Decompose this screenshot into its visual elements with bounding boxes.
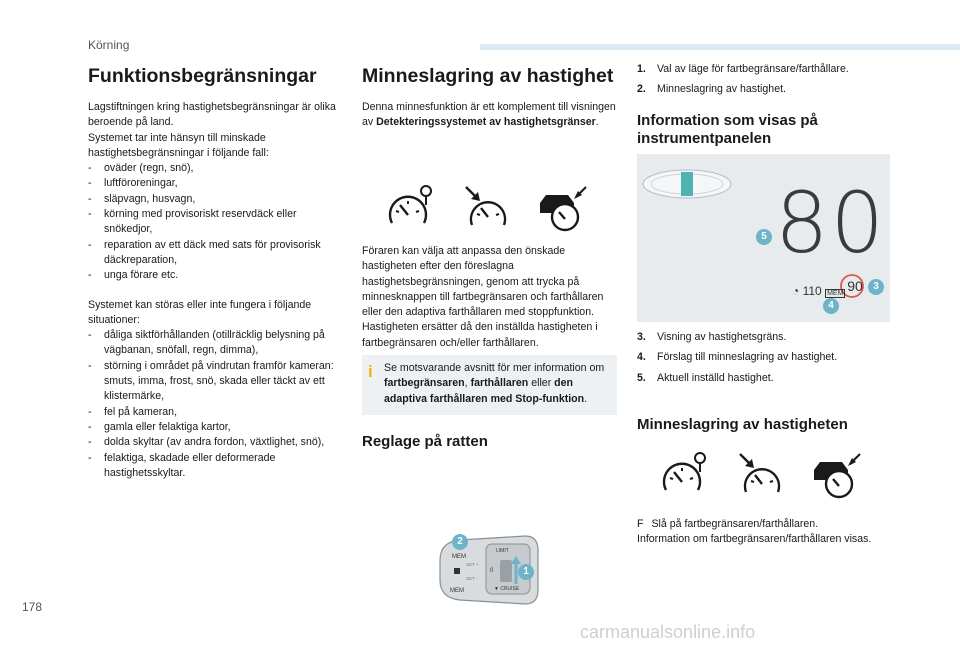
limitations-list-1 [88,161,343,283]
intro-end: . [595,116,599,129]
note-text: Se motsvarande avsnitt för mer information om [384,362,605,375]
memory-icons-row-2 [660,450,862,500]
step-text: Slå på fartbegränsaren/farthållaren. [651,518,819,530]
dashboard-info-title: Information som visas på instrumentpanelen [637,111,818,147]
current-speed: 80 [775,174,886,272]
memory-icons-row [386,183,588,233]
note-sep: , [464,377,471,390]
speed-sign-value: 90 [847,278,863,294]
item-number: 5. [637,371,646,384]
step-symbol: F [637,518,644,530]
limitations-list-2 [88,328,343,481]
section-label: Körning [88,38,130,52]
watermark: carmanualsonline.info [580,622,756,642]
list-item: - släpvagn, husvagn, [88,192,343,207]
item-number: 4. [637,351,646,364]
speed-memory-body [362,244,617,451]
car-speedometer-icon [812,450,862,500]
stalk-mem-button [454,568,460,574]
list-item: - luftföroreningar, [88,176,343,191]
dashboard-legend [637,330,897,434]
stalk-set-plus: SET + [466,562,479,567]
list-item: - fel på kameran, [88,405,343,420]
item-text: Aktuell inställd hastighet. [657,371,774,384]
list-item [637,82,897,97]
column-right [637,62,897,148]
controls-title: Reglage på ratten [362,432,488,450]
speedometer-pin-icon [660,450,710,500]
note-end: . [584,392,588,405]
intro-text: Denna minnesfunktion är ett komplement till visningen av [362,101,616,129]
page-number: 178 [22,600,43,614]
limitations-para2: Systemet kan störas eller inte fungera i följande situationer: [88,298,312,326]
speedometer-arrow-icon [736,450,786,500]
callout-5: 5 [756,229,772,245]
memory-step [637,517,897,548]
stalk-mem-top: MEM [452,554,466,560]
mem-badge: MEM [827,290,844,297]
stalk-limit: LIMIT [496,548,509,554]
limit-value: 110 [802,284,822,298]
step-item [637,517,897,532]
item-number: 2. [637,83,646,96]
limitations-intro: Lagstiftningen kring hastighetsbegränsningar är olika beroende på land. [88,101,336,129]
speed-memory-para: Föraren kan välja att anpassa den önskade hastigheten efter den föreslagna hastighetsbegränsningen, genom att trycka på minnesknappen till fartbegränsaren och farthållaren eller den adaptiva farthållaren med stoppfunktion. [362,245,604,319]
memory-section-title: Minneslagring av hastigheten [637,415,848,433]
note-bold-adaptive: den adaptiva farthållaren med Stop-funktion [384,377,585,405]
list-item: - körning med provisoriskt reservdäck eller snökedjor, [88,207,343,238]
note-bold-cruise: farthållaren [470,377,529,390]
list-item: - dåliga siktförhållanden (otillräcklig belysning på vägbanan, snöfall, regn, dimma), [88,328,343,359]
list-item: - felaktiga, skadade eller deformerade hastighetsskyltar. [88,451,343,482]
step-text-2: Information om fartbegränsaren/farthållaren visas. [637,533,872,546]
speedometer-arrow-icon [462,183,512,233]
callout-1: 1 [518,564,534,580]
item-text: Val av läge för fartbegränsare/farthållare. [657,63,849,75]
stalk-mem-bottom: MEM [450,588,464,594]
list-item: - störning i området på vindrutan framför kameran: smuts, imma, frost, snö, skada eller täckt av ett klistermärke, [88,359,343,405]
limit-readout [792,284,845,298]
list-item: - dolda skyltar (av andra fordon, växtlighet, snö), [88,435,343,450]
header-bar [480,44,960,50]
list-item [637,350,897,365]
list-item [637,62,897,77]
item-text: Minneslagring av hastighet. [657,83,786,96]
speed-memory-intro [362,100,617,131]
speedometer-pin-icon [386,183,436,233]
column-speed-memory [362,62,617,131]
speed-memory-para2: Hastigheten ersätter då den inställda hastigheten i fartbegränsaren och/eller farthållaren. [362,321,598,349]
item-number: 1. [637,63,646,75]
item-number: 3. [637,331,646,343]
limitations-intro2: Systemet tar inte hänsyn till minskade hastighetsbegränsningar i följande fall: [88,131,269,159]
info-icon: i [368,362,373,382]
callout-3: 3 [868,279,884,295]
gauge-indicator [681,172,693,196]
stalk-wheel [500,560,512,582]
note-bold-limiter: fartbegränsaren [384,377,465,390]
item-text: Visning av hastighetsgräns. [657,331,787,343]
stalk-cruise: ▼ CRUISE [494,586,520,592]
column-limitations [88,62,343,481]
list-item: - gamla eller felaktiga kartor, [88,420,343,435]
list-item: - oväder (regn, snö), [88,161,343,176]
list-item: - unga förare etc. [88,268,343,283]
limitations-title: Funktionsbegränsningar [88,65,317,87]
list-item: - reparation av ett däck med sats för provisorisk däckreparation, [88,238,343,269]
callout-2: 2 [452,534,468,550]
info-note [362,355,617,415]
speed-memory-title: Minneslagring av hastighet [362,65,614,87]
list-item [637,330,897,345]
stalk-set-minus: SET - [466,576,478,581]
item-text: Förslag till minneslagring av hastighet. [657,351,838,364]
callout-4: 4 [823,298,839,314]
speedometer-small-icon: ◔ [792,284,800,298]
stalk-zero: 0 [490,568,494,574]
intro-bold: Detekteringssystemet av hastighetsgränser [376,116,596,129]
note-sep: eller [528,377,555,390]
list-item [637,371,897,386]
car-speedometer-icon [538,183,588,233]
